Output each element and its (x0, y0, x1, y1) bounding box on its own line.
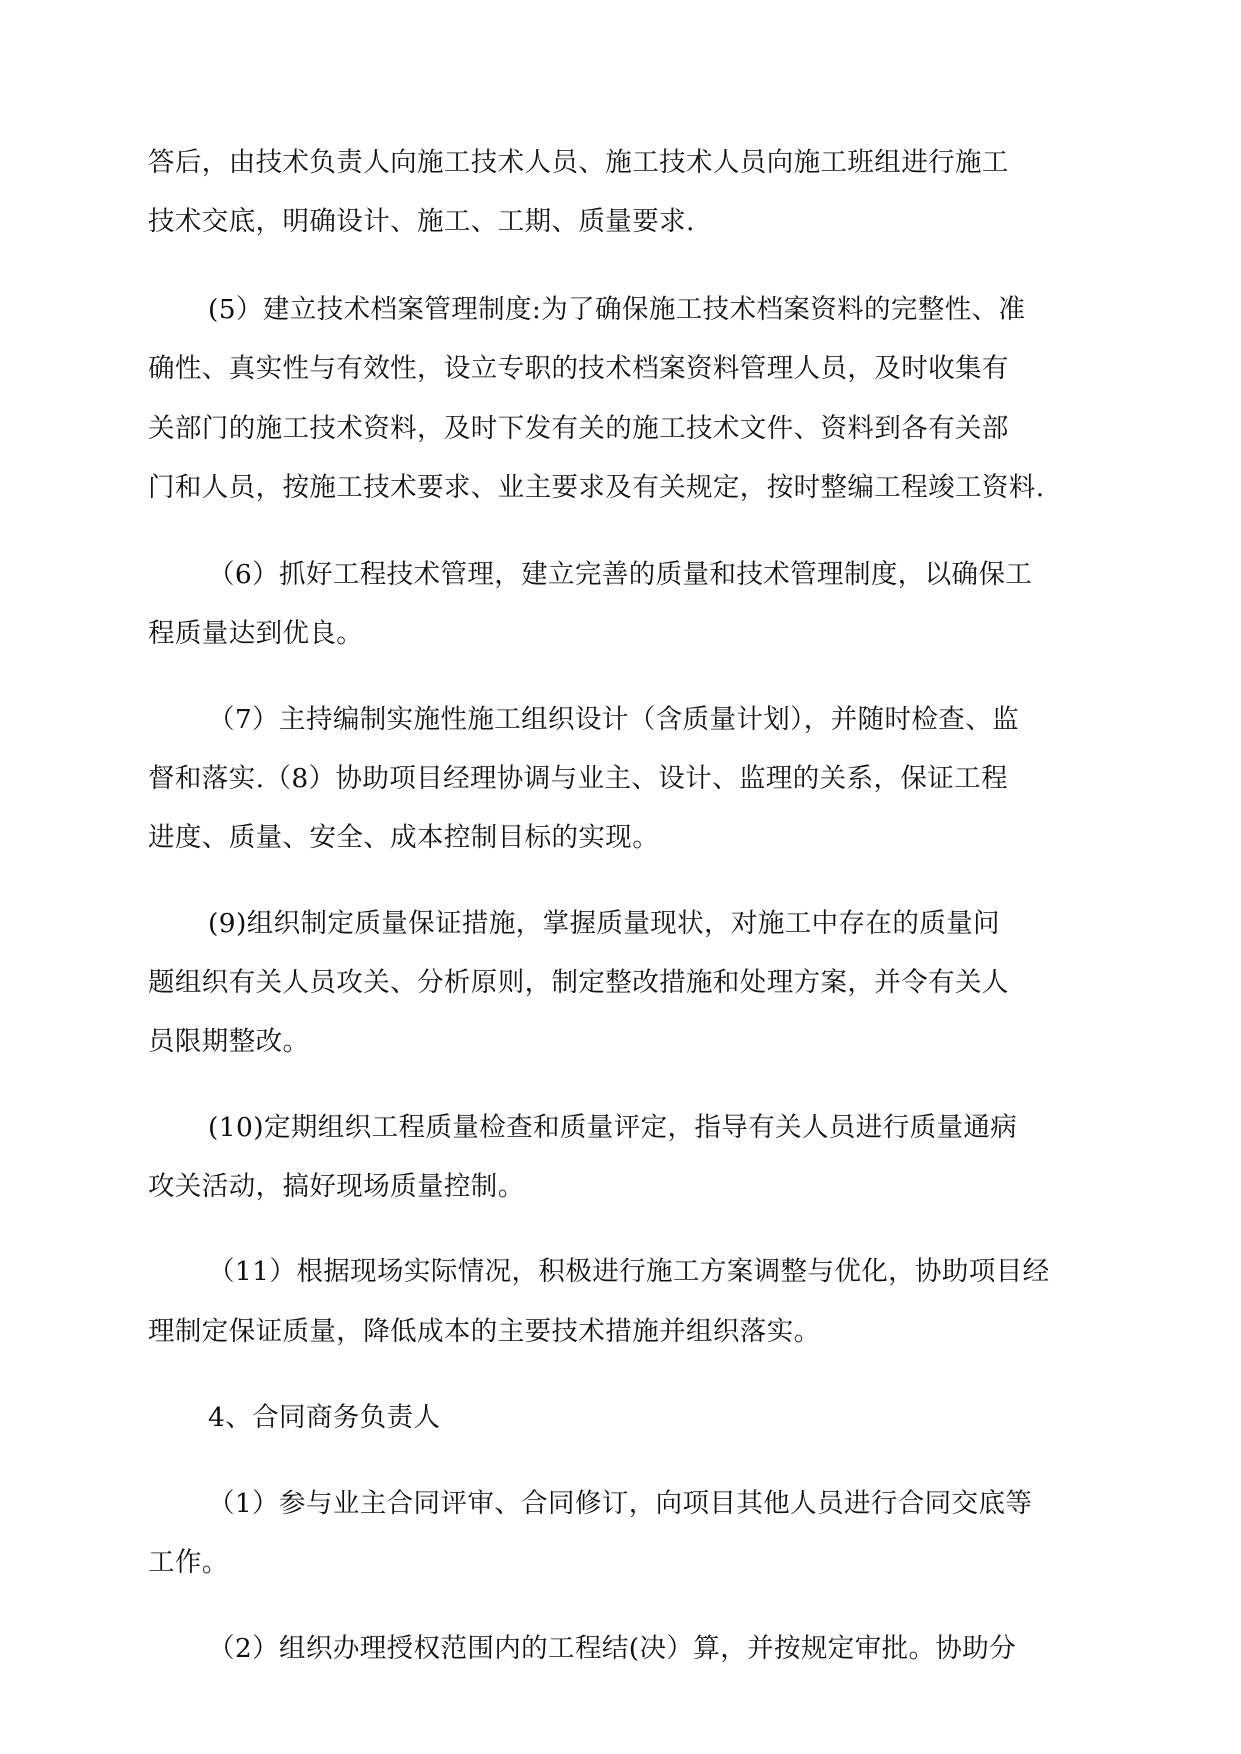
text-line-12: (9)组织制定质量保证措施，掌握质量现状，对施工中存在的质量问 (208, 908, 1000, 939)
text-line-22: （2）组织办理授权范围内的工程结(决）算，并按规定审批。协助分 (208, 1633, 1017, 1664)
text-line-4: 确性、真实性与有效性，设立专职的技术档案资料管理人员，及时收集有 (148, 353, 1009, 384)
text-line-14: 员限期整改。 (148, 1026, 310, 1057)
text-line-10: 督和落实.（8）协助项目经理协调与业主、设计、监理的关系，保证工程 (148, 763, 1008, 794)
text-line-9: （7）主持编制实施性施工组织设计（含质量计划），并随时检查、监 (208, 704, 1020, 735)
text-line-21: 工作。 (148, 1547, 229, 1578)
text-line-8: 程质量达到优良。 (148, 618, 364, 649)
text-line-11: 进度、质量、安全、成本控制目标的实现。 (148, 822, 660, 853)
text-line-16: 攻关活动，搞好现场质量控制。 (148, 1171, 525, 1202)
section-heading-4: 4、合同商务负责人 (208, 1402, 441, 1433)
text-line-3: (5）建立技术档案管理制度:为了确保施工技术档案资料的完整性、准 (208, 294, 1026, 325)
text-line-15: (10)定期组织工程质量检查和质量评定，指导有关人员进行质量通病 (208, 1112, 1018, 1143)
text-line-18: 理制定保证质量，降低成本的主要技术措施并组织落实。 (148, 1316, 821, 1347)
text-line-20: （1）参与业主合同评审、合同修订，向项目其他人员进行合同交底等 (208, 1488, 1033, 1519)
text-line-7: （6）抓好工程技术管理，建立完善的质量和技术管理制度，以确保工 (208, 559, 1033, 590)
text-line-1: 答后，由技术负责人向施工技术人员、施工技术人员向施工班组进行施工 (148, 147, 1009, 178)
text-line-5: 关部门的施工技术资料，及时下发有关的施工技术文件、资料到各有关部 (148, 413, 1009, 444)
text-line-2: 技术交底，明确设计、施工、工期、质量要求. (148, 206, 695, 237)
text-line-17: （11）根据现场实际情况，积极进行施工方案调整与优化，协助项目经 (208, 1256, 1050, 1287)
text-line-13: 题组织有关人员攻关、分析原则，制定整改措施和处理方案，并令有关人 (148, 967, 1009, 998)
text-line-6: 门和人员，按施工技术要求、业主要求及有关规定，按时整编工程竣工资料. (148, 472, 1045, 503)
